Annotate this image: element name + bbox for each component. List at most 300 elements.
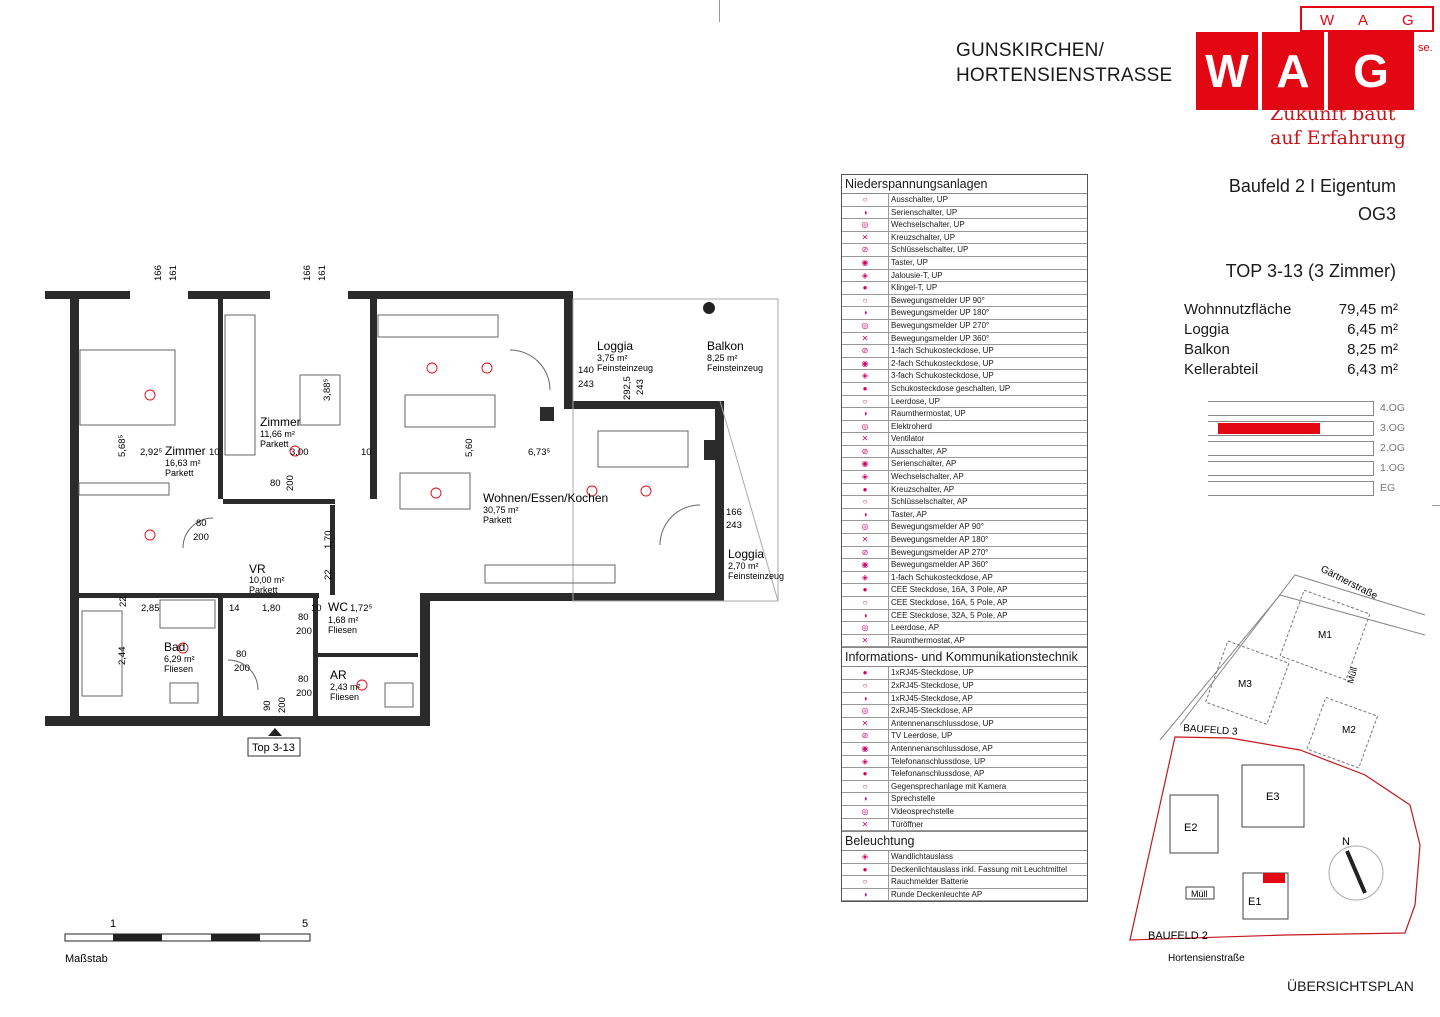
scale-label: Maßstab bbox=[65, 953, 108, 965]
legend-label: Leerdose, AP bbox=[891, 623, 940, 633]
legend-label: 2-fach Schukosteckdose, UP bbox=[891, 358, 994, 368]
legend-symbol-icon: ⊘ bbox=[842, 547, 889, 559]
legend-row bbox=[842, 521, 1087, 534]
svg-text:G: G bbox=[1402, 12, 1414, 29]
wardrobe bbox=[79, 483, 169, 495]
legend-label: 1-fach Schukosteckdose, AP bbox=[891, 572, 993, 582]
legend-symbol-icon: ✕ bbox=[842, 433, 889, 445]
legend-label: Jalousie-T, UP bbox=[891, 270, 943, 280]
dining-table bbox=[400, 473, 470, 509]
legend-symbol-icon: ⊘ bbox=[842, 446, 889, 458]
legend-symbol-icon: ◑ bbox=[842, 509, 889, 521]
street-bottom-label: Hortensienstraße bbox=[1168, 953, 1245, 964]
logo-tagline-end: se. bbox=[1418, 42, 1433, 54]
legend-symbol-icon: ● bbox=[842, 667, 889, 679]
room-name-zimmer1: Zimmer bbox=[165, 444, 206, 458]
room-floor-zimmer1: Parkett bbox=[165, 468, 194, 478]
legend-label: CEE Steckdose, 32A, 5 Pole, AP bbox=[891, 610, 1008, 620]
legend-symbol-icon: ● bbox=[842, 484, 889, 496]
building-e2-label: E2 bbox=[1184, 822, 1198, 834]
legend-label: Schlüsselschalter, UP bbox=[891, 245, 969, 255]
dim-label: 3,00 bbox=[290, 447, 309, 458]
legend-label: Ventilator bbox=[891, 434, 925, 444]
legend-label: Kreuzschalter, UP bbox=[891, 232, 956, 242]
legend-symbol-icon: ◎ bbox=[842, 219, 889, 231]
dim-label: 90 bbox=[262, 700, 273, 711]
legend-symbol-icon: ✕ bbox=[842, 534, 889, 546]
legend-symbol-icon: ⊘ bbox=[842, 345, 889, 357]
legend-label: Bewegungsmelder AP 360° bbox=[891, 560, 989, 570]
legend-label: Raumthermostat, UP bbox=[891, 409, 966, 419]
area-list bbox=[1184, 301, 1398, 381]
room-floor-zimmer2: Parkett bbox=[260, 439, 289, 449]
legend-symbol-icon: ◎ bbox=[842, 622, 889, 634]
legend-section-title: Informations- und Kommunikationstechnik bbox=[842, 647, 1087, 667]
building-e3-label: E3 bbox=[1266, 791, 1280, 803]
room-name-loggia1: Loggia bbox=[597, 339, 634, 353]
logo-slogan bbox=[1270, 102, 1406, 150]
wall-segment bbox=[420, 593, 430, 726]
room-floor-wohnen: Parkett bbox=[483, 515, 512, 525]
legend-symbol-icon: ◉ bbox=[842, 743, 889, 755]
dim-label: 243 bbox=[726, 520, 742, 531]
room-area-wohnen: 30,75 m² bbox=[483, 505, 519, 515]
legend-symbol-icon: ◎ bbox=[842, 320, 889, 332]
floor-label: 3.OG bbox=[1380, 422, 1406, 434]
legend-symbol-icon: ✕ bbox=[842, 819, 889, 831]
legend-row bbox=[842, 408, 1087, 421]
legend-label: Türöffner bbox=[891, 819, 924, 829]
wall-segment bbox=[223, 499, 335, 504]
legend-symbol-icon: ● bbox=[842, 383, 889, 395]
light-icon bbox=[427, 363, 437, 373]
legend-symbol-icon: ◑ bbox=[842, 793, 889, 805]
scale-tick-1: 1 bbox=[110, 918, 117, 930]
room-floor-balkon: Feinsteinzeug bbox=[707, 363, 764, 373]
legend-label: Bewegungsmelder AP 180° bbox=[891, 535, 989, 545]
right-tick-mark bbox=[1432, 505, 1440, 506]
legend-symbol-icon: ◈ bbox=[842, 370, 889, 382]
wall-segment bbox=[330, 505, 335, 595]
dim-label: 200 bbox=[234, 663, 250, 674]
room-area-bad: 6,29 m² bbox=[164, 654, 195, 664]
dim-label: 80 bbox=[270, 478, 281, 489]
dim-label: 200 bbox=[193, 532, 209, 543]
room-area-loggia2: 2,70 m² bbox=[728, 561, 759, 571]
svg-text:W: W bbox=[1320, 12, 1335, 29]
baufeld2-label: BAUFELD 2 bbox=[1148, 930, 1208, 942]
legend-row bbox=[842, 333, 1087, 346]
building-e1-label: E1 bbox=[1248, 896, 1262, 908]
legend-row bbox=[842, 295, 1087, 308]
light-icon bbox=[641, 486, 651, 496]
floor-row bbox=[1208, 478, 1405, 498]
legend-row bbox=[842, 320, 1087, 333]
logo-letter-g: G bbox=[1353, 45, 1389, 97]
dim-label: 80 bbox=[298, 674, 309, 685]
legend-symbol-icon: ◑ bbox=[842, 207, 889, 219]
legend-row bbox=[842, 584, 1087, 597]
floor-row bbox=[1208, 458, 1405, 478]
area-value: 6,43 m² bbox=[1347, 361, 1398, 378]
legend-label: 1xRJ45-Steckdose, AP bbox=[891, 693, 973, 703]
drain-point bbox=[703, 302, 715, 314]
legend-row bbox=[842, 610, 1087, 623]
legend-row bbox=[842, 680, 1087, 693]
wall-segment bbox=[313, 598, 318, 716]
room-name-vr: VR bbox=[249, 562, 266, 576]
legend-row bbox=[842, 345, 1087, 358]
bathtub bbox=[82, 611, 122, 696]
location-line-2: HORTENSIENSTRASSE bbox=[956, 65, 1173, 86]
legend-row bbox=[842, 667, 1087, 680]
floor-row bbox=[1208, 398, 1405, 418]
dim-label: 22 bbox=[118, 596, 129, 607]
legend-row bbox=[842, 889, 1087, 902]
site-boundary-line bbox=[1180, 575, 1425, 725]
dim-label: 80 bbox=[236, 649, 247, 660]
dim-label: 2,85 bbox=[141, 603, 160, 614]
dim-label: 243 bbox=[635, 379, 646, 395]
street-top-label: Gärtnerstraße bbox=[1318, 563, 1380, 602]
legend-label: Taster, AP bbox=[891, 509, 928, 519]
dim-label: 80 bbox=[196, 518, 207, 529]
legend-label: Bewegungsmelder AP 270° bbox=[891, 547, 989, 557]
room-labels bbox=[164, 339, 784, 702]
legend-symbol-icon: ◎ bbox=[842, 521, 889, 533]
dim-label: 3,88⁵ bbox=[322, 378, 333, 401]
legend-symbol-icon: ◉ bbox=[842, 458, 889, 470]
legend-row bbox=[842, 244, 1087, 257]
floor-bar bbox=[1208, 441, 1374, 456]
legend-symbol-icon: ○ bbox=[842, 680, 889, 692]
legend-label: Wandlichtauslass bbox=[891, 852, 953, 862]
muell-label-bottom: Müll bbox=[1191, 889, 1208, 899]
legend-row bbox=[842, 597, 1087, 610]
legend-symbol-icon: ◉ bbox=[842, 559, 889, 571]
legend-row bbox=[842, 257, 1087, 270]
dim-label: 166 bbox=[153, 265, 164, 281]
area-row bbox=[1184, 341, 1398, 361]
legend-label: Bewegungsmelder UP 90° bbox=[891, 295, 985, 305]
dim-label: 166 bbox=[726, 507, 742, 518]
building-m1-label: M1 bbox=[1318, 630, 1332, 641]
wall-segment bbox=[188, 291, 270, 299]
legend-symbol-icon: ◈ bbox=[842, 572, 889, 584]
legend-label: Runde Deckenleuchte AP bbox=[891, 889, 983, 899]
room-area-zimmer1: 16,63 m² bbox=[165, 458, 201, 468]
legend-symbol-icon: ⊘ bbox=[842, 244, 889, 256]
legend-symbol-icon: ◑ bbox=[842, 693, 889, 705]
legend-symbol-icon: ◑ bbox=[842, 307, 889, 319]
floor-label: 2.OG bbox=[1380, 442, 1406, 454]
legend-label: Leerdose, UP bbox=[891, 396, 940, 406]
sideboard bbox=[485, 565, 615, 583]
legend-symbol-icon: ◑ bbox=[842, 889, 889, 901]
legend-label: 2xRJ45-Steckdose, UP bbox=[891, 680, 974, 690]
legend-row bbox=[842, 693, 1087, 706]
floor-label: 1.OG bbox=[1380, 462, 1406, 474]
bed-zimmer1 bbox=[80, 350, 175, 425]
room-name-ar: AR bbox=[330, 668, 347, 682]
area-label: Balkon bbox=[1184, 341, 1230, 358]
legend-symbol-icon: ○ bbox=[842, 597, 889, 609]
wall-segment bbox=[348, 291, 573, 299]
room-name-bad: Bad bbox=[164, 640, 186, 654]
area-row bbox=[1184, 301, 1398, 321]
site-plan-title: ÜBERSICHTSPLAN bbox=[1287, 978, 1414, 994]
room-area-balkon: 8,25 m² bbox=[707, 353, 738, 363]
legend-row bbox=[842, 743, 1087, 756]
legend-symbol-icon: ● bbox=[842, 584, 889, 596]
legend-label: Bewegungsmelder UP 360° bbox=[891, 333, 990, 343]
legend-table bbox=[841, 174, 1088, 902]
light-icon bbox=[145, 530, 155, 540]
legend-symbol-icon: ○ bbox=[842, 496, 889, 508]
legend-label: 3-fach Schukosteckdose, UP bbox=[891, 371, 994, 381]
building-m2-label: M2 bbox=[1342, 725, 1356, 736]
legend-row bbox=[842, 282, 1087, 295]
dim-label: 10 bbox=[311, 603, 322, 614]
dim-label: 5,68⁵ bbox=[117, 434, 128, 457]
floor-label: 4.OG bbox=[1380, 402, 1406, 414]
dim-label: 5,60 bbox=[464, 438, 475, 457]
kitchen-counter-top bbox=[378, 315, 498, 337]
dim-label: 14 bbox=[229, 603, 240, 614]
site-boundary-line bbox=[1160, 595, 1425, 740]
logo-mini-wag bbox=[1300, 6, 1434, 32]
site-outlines bbox=[1160, 575, 1425, 740]
legend-label: Ausschalter, AP bbox=[891, 446, 948, 456]
legend-label: Serienschalter, UP bbox=[891, 207, 958, 217]
legend-symbol-icon: ○ bbox=[842, 876, 889, 888]
legend-row bbox=[842, 446, 1087, 459]
logo-mini-letters bbox=[1302, 8, 1432, 30]
legend-section-title: Beleuchtung bbox=[842, 831, 1087, 851]
legend-row bbox=[842, 219, 1087, 232]
location-title bbox=[956, 38, 1172, 88]
legend-row bbox=[842, 547, 1087, 560]
legend-row bbox=[842, 471, 1087, 484]
room-name-wc: WC bbox=[328, 600, 348, 614]
dim-label: 161 bbox=[168, 265, 179, 281]
dim-label: 161 bbox=[317, 265, 328, 281]
legend-row bbox=[842, 718, 1087, 731]
shower bbox=[160, 600, 215, 628]
legend-label: Bewegungsmelder AP 90° bbox=[891, 522, 984, 532]
slogan-line-2: auf Erfahrung bbox=[1270, 127, 1406, 149]
wall-segment bbox=[370, 299, 377, 499]
legend-label: Telefonanschlussdose, AP bbox=[891, 769, 985, 779]
legend-row bbox=[842, 496, 1087, 509]
legend-row bbox=[842, 864, 1087, 877]
legend-label: Klingel-T, UP bbox=[891, 283, 938, 293]
legend-label: Wechselschalter, AP bbox=[891, 472, 964, 482]
legend-label: Schlüsselschalter, AP bbox=[891, 497, 968, 507]
wall-segment bbox=[318, 653, 418, 657]
legend-row bbox=[842, 572, 1087, 585]
dim-label: 140 bbox=[578, 365, 594, 376]
legend-label: Raumthermostat, AP bbox=[891, 635, 965, 645]
legend-row bbox=[842, 730, 1087, 743]
legend-symbol-icon: ◑ bbox=[842, 408, 889, 420]
room-name-loggia2: Loggia bbox=[728, 547, 765, 561]
wall-segment bbox=[564, 291, 573, 409]
legend-row bbox=[842, 635, 1087, 648]
floor-active-fill bbox=[1218, 423, 1320, 434]
area-value: 79,45 m² bbox=[1338, 301, 1398, 318]
legend-label: Ausschalter, UP bbox=[891, 195, 948, 204]
dim-label: 200 bbox=[285, 475, 296, 491]
wall-segment bbox=[45, 716, 430, 726]
floor-indicator bbox=[1208, 398, 1405, 498]
light-icon bbox=[145, 390, 155, 400]
dim-label: 200 bbox=[296, 626, 312, 637]
legend-label: 1xRJ45-Steckdose, UP bbox=[891, 668, 974, 678]
room-floor-vr: Parkett bbox=[249, 585, 278, 595]
legend-label: CEE Steckdose, 16A, 5 Pole, AP bbox=[891, 598, 1008, 607]
room-area-zimmer2: 11,66 m² bbox=[260, 429, 295, 439]
wall-segment bbox=[218, 299, 223, 499]
dim-label: 243 bbox=[578, 379, 594, 390]
sofa bbox=[598, 431, 688, 467]
dim-label: 1,80 bbox=[262, 603, 281, 614]
legend-label: Taster, UP bbox=[891, 257, 928, 267]
room-area-ar: 2,43 m² bbox=[330, 682, 361, 692]
legend-symbol-icon: ✕ bbox=[842, 232, 889, 244]
area-label: Loggia bbox=[1184, 321, 1230, 338]
dim-label: 80 bbox=[298, 612, 309, 623]
logo-box-g bbox=[1328, 32, 1414, 110]
unit-top: TOP 3-13 (3 Zimmer) bbox=[1225, 261, 1396, 281]
legend-row bbox=[842, 270, 1087, 283]
unit-floor: OG3 bbox=[1357, 204, 1396, 224]
dim-label: 166 bbox=[302, 265, 313, 281]
legend-symbol-icon: ◈ bbox=[842, 851, 889, 863]
legend-symbol-icon: ○ bbox=[842, 295, 889, 307]
legend-row bbox=[842, 559, 1087, 572]
dim-label: 200 bbox=[296, 688, 312, 699]
svg-text:A: A bbox=[1358, 12, 1369, 29]
legend-row bbox=[842, 421, 1087, 434]
floor-bar bbox=[1208, 481, 1374, 496]
baufeld3-label: BAUFELD 3 bbox=[1182, 723, 1238, 738]
logo-letter-a: A bbox=[1276, 45, 1310, 97]
scale-tick-5: 5 bbox=[302, 918, 309, 930]
legend-row bbox=[842, 370, 1087, 383]
legend-symbol-icon: ⊘ bbox=[842, 730, 889, 742]
dim-label: 10 bbox=[209, 447, 220, 458]
legend-symbol-icon: ◈ bbox=[842, 471, 889, 483]
scale-segment bbox=[211, 934, 260, 941]
legend-row bbox=[842, 851, 1087, 864]
building-m3-label: M3 bbox=[1238, 679, 1252, 690]
kitchen-island bbox=[405, 395, 495, 427]
location-line-1: GUNSKIRCHEN/ bbox=[956, 40, 1105, 61]
legend-symbol-icon: ◎ bbox=[842, 421, 889, 433]
dim-label: 10 bbox=[361, 447, 372, 458]
washing-machine bbox=[385, 683, 413, 707]
legend-row bbox=[842, 622, 1087, 635]
scale-frame bbox=[65, 934, 310, 941]
area-label: Kellerabteil bbox=[1184, 361, 1259, 378]
floor-bar bbox=[1208, 401, 1374, 416]
legend-row bbox=[842, 307, 1087, 320]
room-name-zimmer2: Zimmer bbox=[260, 415, 301, 429]
room-name-wohnen: Wohnen/Essen/Kochen bbox=[483, 491, 609, 505]
legend-label: Telefonanschlussdose, UP bbox=[891, 756, 986, 766]
legend-label: Bewegungsmelder UP 270° bbox=[891, 320, 990, 330]
wall-segment bbox=[715, 401, 724, 601]
north-arrow-icon bbox=[1347, 851, 1365, 893]
light-icon bbox=[431, 488, 441, 498]
baufeld2-boundary bbox=[1130, 737, 1420, 940]
dim-label: 1,72⁵ bbox=[350, 603, 373, 614]
light-icon bbox=[482, 363, 492, 373]
legend-symbol-icon: ○ bbox=[842, 396, 889, 408]
legend-symbol-icon: ✕ bbox=[842, 635, 889, 647]
room-floor-bad: Fliesen bbox=[164, 664, 194, 674]
legend-row bbox=[842, 396, 1087, 409]
legend-label: Schukosteckdose geschalten, UP bbox=[891, 383, 1011, 393]
legend-label: CEE Steckdose, 16A, 3 Pole, AP bbox=[891, 585, 1008, 595]
legend-row bbox=[842, 876, 1087, 889]
wall-segment bbox=[45, 291, 130, 299]
wall-segment bbox=[79, 593, 319, 598]
legend-label: Bewegungsmelder UP 180° bbox=[891, 308, 990, 318]
legend-symbol-icon: ◑ bbox=[842, 610, 889, 622]
room-floor-ar: Fliesen bbox=[330, 692, 360, 702]
legend-symbol-icon: ✕ bbox=[842, 718, 889, 730]
legend-label: Wechselschalter, UP bbox=[891, 220, 965, 230]
legend-row bbox=[842, 484, 1087, 497]
legend-label: Rauchmelder Batterie bbox=[891, 877, 969, 887]
room-floor-wc: Fliesen bbox=[328, 625, 358, 635]
shaft bbox=[540, 407, 554, 421]
logo-box-w bbox=[1196, 32, 1258, 110]
area-row bbox=[1184, 321, 1398, 341]
floor-label: EG bbox=[1380, 482, 1396, 494]
wall-segment bbox=[610, 593, 724, 601]
legend-symbol-icon: ◉ bbox=[842, 358, 889, 370]
door-swing bbox=[510, 350, 550, 390]
desk bbox=[300, 375, 340, 425]
legend-symbol-icon: ● bbox=[842, 768, 889, 780]
legend-label: 1-fach Schukosteckdose, UP bbox=[891, 346, 994, 356]
legend-symbol-icon: ○ bbox=[842, 194, 889, 206]
dim-label: 22 bbox=[323, 569, 334, 580]
area-label: Wohnnutzfläche bbox=[1184, 301, 1292, 318]
wardrobe-zimmer2 bbox=[225, 315, 255, 455]
area-value: 8,25 m² bbox=[1347, 341, 1398, 358]
legend-label: TV Leerdose, UP bbox=[891, 731, 953, 741]
legend-row bbox=[842, 756, 1087, 769]
legend-label: Deckenlichtauslass inkl. Fassung mit Leuchtmittel bbox=[891, 864, 1068, 874]
room-name-balkon: Balkon bbox=[707, 339, 744, 353]
legend-section-title: Niederspannungsanlagen bbox=[842, 175, 1087, 194]
dim-label: 2,44 bbox=[117, 646, 128, 665]
floor-row bbox=[1208, 438, 1405, 458]
scale-segment bbox=[113, 934, 162, 941]
unit-location-marker bbox=[1263, 873, 1285, 883]
legend-symbol-icon: ● bbox=[842, 864, 889, 876]
dim-label: 200 bbox=[277, 697, 288, 713]
floor-plan bbox=[0, 255, 800, 775]
room-area-loggia1: 3,75 m² bbox=[597, 353, 628, 363]
legend-row bbox=[842, 781, 1087, 794]
dim-label: 292,5 bbox=[622, 376, 633, 400]
room-area-wc: 1,68 m² bbox=[328, 615, 359, 625]
